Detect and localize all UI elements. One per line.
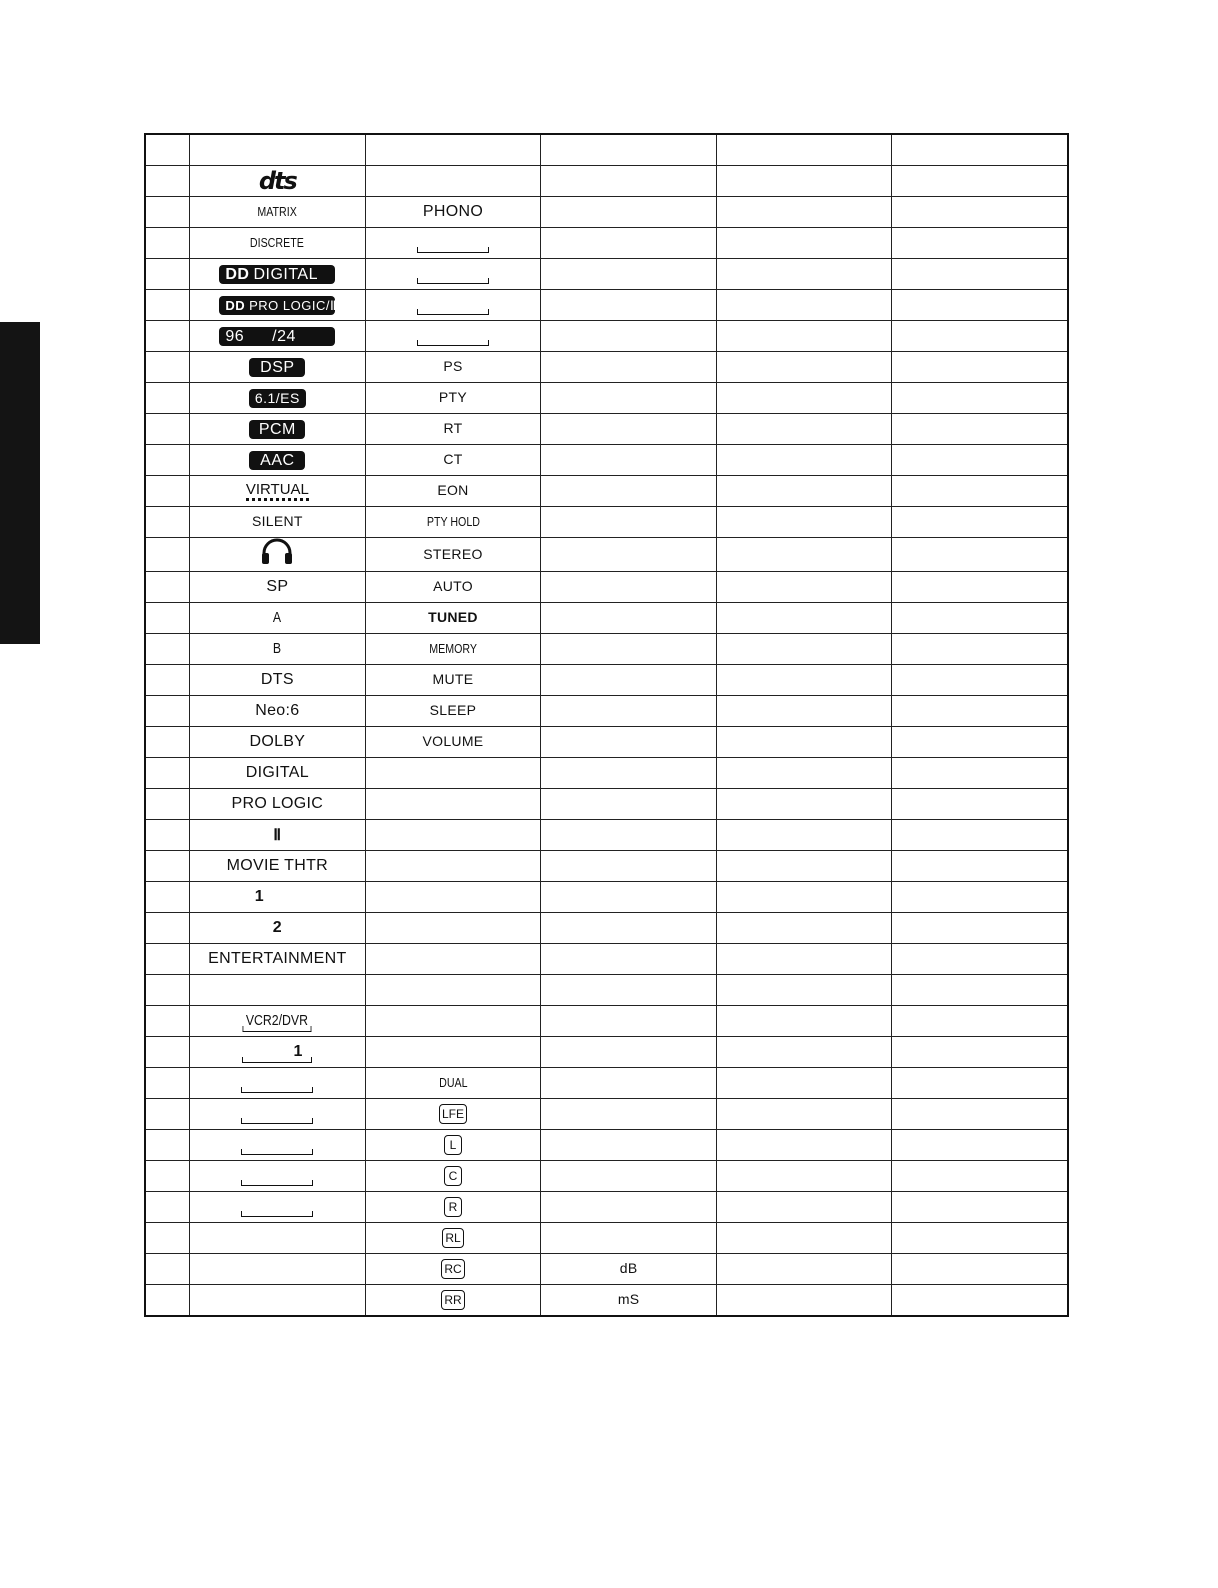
lfe-channel-icon: LFE [439, 1104, 467, 1124]
side-tab [0, 322, 40, 644]
table-row [145, 789, 1068, 820]
entertainment-label: ENTERTAINMENT [208, 950, 347, 967]
digital-label: DIGITAL [245, 764, 309, 781]
db-unit-label: dB [619, 1260, 638, 1276]
table-row [145, 1099, 1068, 1130]
tuned-label: TUNED [428, 609, 478, 625]
table-row [145, 1285, 1068, 1317]
matrix-label: MATRIX [257, 204, 298, 219]
sleep-label: SLEEP [429, 702, 477, 718]
left-channel-icon: L [444, 1135, 462, 1155]
input-bracket-segment [417, 309, 489, 315]
output-bracket-segment [241, 1149, 313, 1155]
table-row [145, 321, 1068, 352]
auto-label: AUTO [433, 578, 473, 594]
table-row [145, 445, 1068, 476]
movie-mode-2-label: 2 [272, 919, 282, 936]
bracket-one-label: 1 [293, 1042, 303, 1060]
table-row [145, 538, 1068, 572]
dts-mode-label: DTS [260, 671, 294, 688]
phono-label: PHONO [422, 203, 484, 220]
table-row [145, 507, 1068, 538]
eon-label: EON [437, 482, 469, 498]
es-badge: 6.1/ES [249, 389, 306, 408]
table-row [145, 134, 1068, 166]
table-row [145, 758, 1068, 789]
stereo-label: STEREO [423, 545, 483, 562]
table-row [145, 1223, 1068, 1254]
dsp-badge: DSP [249, 358, 305, 377]
ps-label: PS [443, 358, 463, 374]
table-row [145, 414, 1068, 445]
speaker-b-label: B [273, 640, 282, 657]
indicator-table [144, 133, 1069, 1317]
dolby-label: DOLBY [249, 733, 306, 750]
table-row [145, 603, 1068, 634]
vcr2-dvr-label: VCR2/DVR [243, 1012, 312, 1031]
rt-label: RT [443, 420, 463, 436]
input-bracket-segment [417, 247, 489, 253]
bit-depth-24: /24 [272, 327, 296, 345]
output-bracket-segment [241, 1118, 313, 1124]
table-row [145, 882, 1068, 913]
dolby-dd-icon: DD [225, 265, 250, 283]
pro-logic-ii-label: PRO LOGIC/Ⅱ [249, 297, 337, 313]
table-row [145, 383, 1068, 414]
input-bracket-segment [417, 278, 489, 284]
table-row [145, 476, 1068, 507]
table-row [145, 851, 1068, 882]
memory-label: MEMORY [429, 641, 477, 656]
table-row [145, 259, 1068, 290]
mute-label: MUTE [432, 671, 474, 687]
rear-right-channel-icon: RR [441, 1290, 464, 1310]
dual-label: DUAL [438, 1075, 468, 1090]
ii-label: Ⅱ [273, 827, 282, 844]
ct-label: CT [443, 451, 463, 467]
bracket-one-segment [242, 1044, 312, 1062]
output-bracket-segment [241, 1180, 313, 1186]
table-row [145, 634, 1068, 665]
dolby-digital-label: DIGITAL [253, 265, 318, 283]
pty-label: PTY [438, 389, 468, 405]
speaker-a-label: A [273, 609, 282, 626]
dolby-dd-icon: DD [225, 297, 246, 313]
right-channel-icon: R [444, 1197, 462, 1217]
volume-label: VOLUME [422, 733, 484, 749]
neo6-label: Neo:6 [255, 702, 300, 719]
rear-center-channel-icon: RC [441, 1259, 464, 1279]
table-row [145, 1037, 1068, 1068]
output-bracket-segment [241, 1211, 313, 1217]
table-row [145, 1006, 1068, 1037]
table-row [145, 975, 1068, 1006]
pro-logic-label: PRO LOGIC [231, 795, 324, 812]
table-row [145, 1254, 1068, 1285]
sp-label: SP [266, 578, 289, 595]
virtual-label: VIRTUAL [246, 482, 309, 501]
table-row [145, 696, 1068, 727]
input-bracket-segment [417, 340, 489, 346]
ms-unit-label: mS [617, 1291, 640, 1307]
table-row [145, 913, 1068, 944]
dolby-digital-badge [219, 265, 335, 284]
rear-left-channel-icon: RL [442, 1228, 463, 1248]
table-row [145, 944, 1068, 975]
aac-badge: AAC [249, 451, 305, 470]
output-bracket-segment [241, 1087, 313, 1093]
movie-thtr-label: MOVIE THTR [226, 857, 329, 874]
table-row [145, 572, 1068, 603]
table-row [145, 727, 1068, 758]
sample-rate-badge [219, 327, 335, 346]
pcm-badge: PCM [249, 420, 305, 439]
sample-rate-96: 96 [225, 327, 245, 345]
table-row [145, 290, 1068, 321]
pty-hold-label: PTY HOLD [426, 514, 480, 529]
dolby-pro-logic-badge [219, 296, 335, 315]
table-row [145, 1161, 1068, 1192]
table-row [145, 352, 1068, 383]
discrete-label: DISCRETE [250, 235, 305, 250]
table-row [145, 1192, 1068, 1223]
table-row [145, 820, 1068, 851]
headphone-icon [259, 538, 295, 571]
table-row [145, 166, 1068, 197]
table-row [145, 228, 1068, 259]
table-row [145, 1068, 1068, 1099]
center-channel-icon: C [444, 1166, 462, 1186]
table-row [145, 1130, 1068, 1161]
table-row [145, 197, 1068, 228]
table-row [145, 665, 1068, 696]
dts-logo: dts [258, 167, 296, 195]
silent-label: SILENT [251, 513, 303, 529]
movie-mode-1-label: 1 [254, 888, 264, 905]
